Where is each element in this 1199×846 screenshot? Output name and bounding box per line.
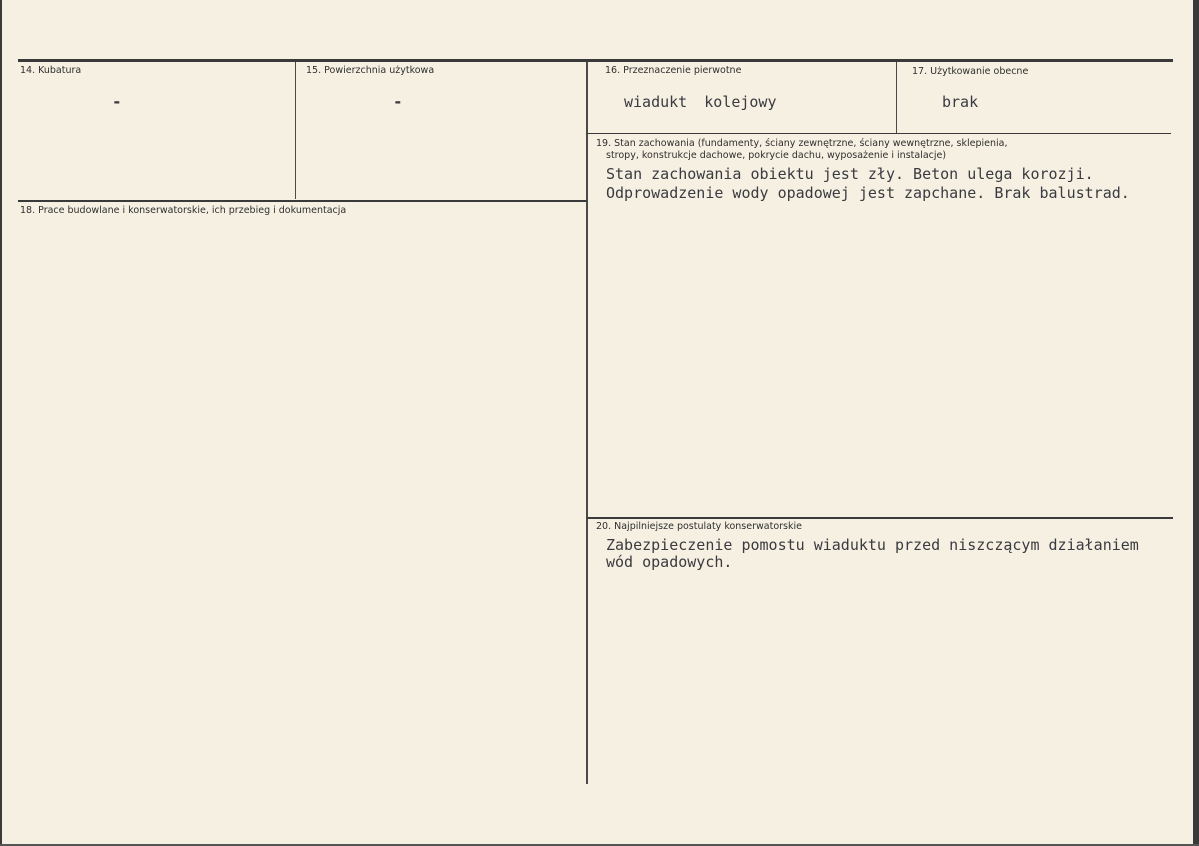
field-20-text-line1: Zabezpieczenie pomostu wiaduktu przed niszczącym działaniem <box>606 536 1139 554</box>
divider-14-15 <box>295 62 296 199</box>
field-16-label: 16. Przeznaczenie pierwotne <box>605 65 742 76</box>
field-16-value: wiadukt kolejowy <box>624 93 777 111</box>
field-15-label: 15. Powierzchnia użytkowa <box>306 65 435 76</box>
field-20-label: 20. Najpilniejsze postulaty konserwatorskie <box>596 521 802 532</box>
rule-above-20 <box>587 517 1173 519</box>
card-right-edge <box>1193 0 1199 846</box>
top-rule <box>18 59 1173 62</box>
rule-above-18 <box>18 200 587 202</box>
field-19-label-line1: 19. Stan zachowania (fundamenty, ściany zewnętrzne, ściany wewnętrzne, sklepienia, <box>596 138 1008 149</box>
divider-16-17 <box>896 62 897 134</box>
field-20-text-line2: wód opadowych. <box>606 553 733 571</box>
field-14-label: 14. Kubatura <box>20 65 82 76</box>
card-left-edge <box>0 0 2 846</box>
field-19-text-line1: Stan zachowania obiektu jest zły. Beton ulega korozji. <box>606 165 1094 183</box>
rule-above-19 <box>587 133 1171 134</box>
field-17-value: brak <box>942 93 979 111</box>
field-14-value: - <box>112 92 122 111</box>
divider-center <box>586 62 588 784</box>
field-18-label: 18. Prace budowlane i konserwatorskie, ich przebieg i dokumentacja <box>20 205 347 216</box>
field-15-value: - <box>393 92 403 111</box>
field-19-text-line2: Odprowadzenie wody opadowej jest zapchane. Brak balustrad. <box>606 184 1130 202</box>
field-19-label-line2: stropy, konstrukcje dachowe, pokrycie dachu, wyposażenie i instalacje) <box>606 150 947 161</box>
field-17-label: 17. Użytkowanie obecne <box>912 66 1029 77</box>
